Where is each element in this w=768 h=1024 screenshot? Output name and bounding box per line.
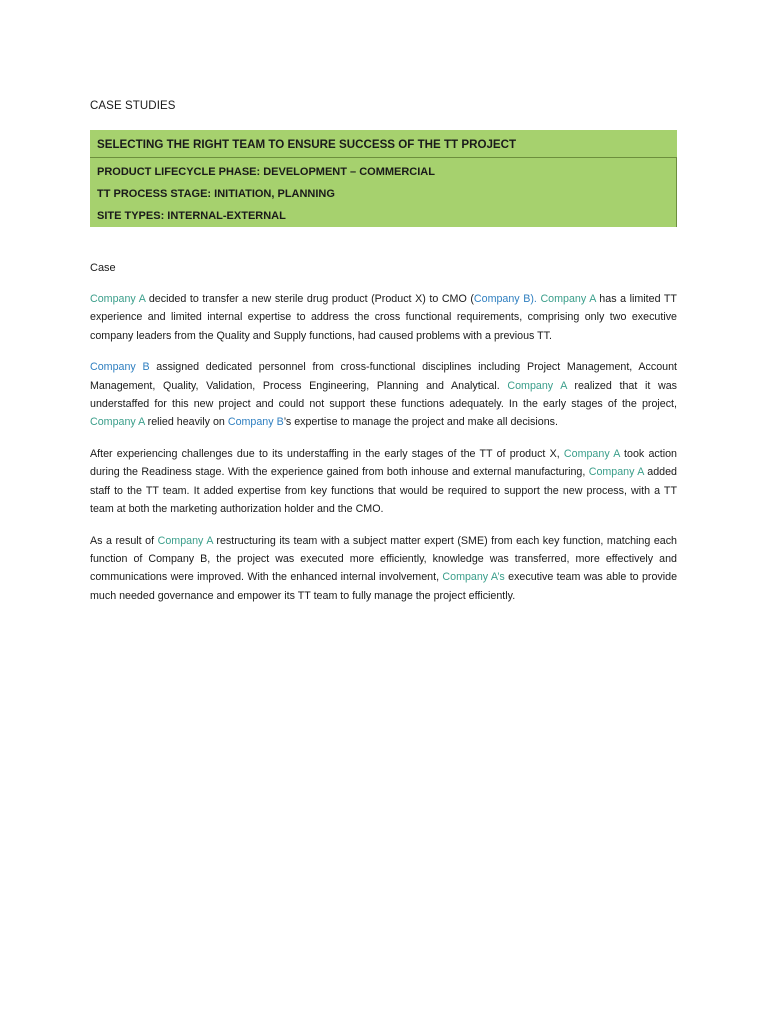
paragraph-text: As a result of	[90, 534, 158, 547]
company-a-name: Company A	[157, 534, 213, 547]
section-label: CASE STUDIES	[90, 100, 176, 112]
company-a-name: Company A	[563, 448, 620, 461]
paragraph-text: relied heavily on	[144, 416, 228, 429]
company-a-name: Company A	[540, 293, 596, 305]
process-stage-line: TT PROCESS STAGE: INITIATION, PLANNING	[97, 188, 335, 200]
paragraph-text: ’s expertise to manage the project and make all decisions.	[283, 416, 558, 429]
company-a-name: Company A’s	[442, 571, 505, 584]
paragraph-text: After experiencing challenges due to its understaffing in the early stages of the TT of product X,	[90, 448, 564, 461]
paragraph-text: restructuring its team with a subject matter expert (SME) from each key function, matching each function of Company B, the project was executed more efficiently, knowledge was transferred, more effectively and communications were improved. With the enhanced internal involvement,	[90, 534, 677, 584]
paragraph-text: assigned dedicated personnel from cross-functional disciplines including Project Management, Account Management, Quality, Validation, Process Engineering, Planning and Analytical.	[90, 361, 677, 392]
paragraph-text: added staff to the TT team. It added expertise from key functions that would be required to support the new process, with a TT team at both the marketing authorization holder and the CMO.	[90, 466, 677, 515]
lifecycle-phase-line: PRODUCT LIFECYCLE PHASE: DEVELOPMENT – COMMERCIAL	[97, 166, 435, 178]
case-study-header-box	[90, 130, 677, 227]
paragraph-text: decided to transfer a new sterile drug product (Product X) to CMO (	[145, 293, 474, 305]
company-b-name: ).	[530, 293, 541, 305]
company-a-name: Company A	[507, 379, 567, 392]
company-a-name: Company A	[90, 416, 145, 429]
paragraph-text: has a limited TT experience and limited internal expertise to address the cross functional requirements, comprising only two executive company leaders from the Quality and Supply functions, had caused problems with a previous TT.	[90, 293, 677, 342]
company-a-name: Company A	[588, 466, 644, 479]
site-types-line: SITE TYPES: INTERNAL-EXTERNAL	[97, 210, 286, 222]
paragraph-4	[90, 532, 677, 605]
paragraph-3	[90, 445, 677, 518]
company-b-name: Company B	[473, 293, 531, 305]
paragraph-2	[90, 358, 677, 431]
case-body	[90, 290, 677, 618]
case-study-title: SELECTING THE RIGHT TEAM TO ENSURE SUCCESS OF THE TT PROJECT	[90, 130, 677, 158]
company-b-name: Company B	[227, 416, 284, 429]
paragraph-text: executive team was able to provide much needed governance and empower its TT team to fully manage the project efficiently.	[90, 571, 678, 602]
case-heading: Case	[90, 262, 116, 274]
company-b-name: Company B	[90, 361, 150, 374]
case-study-details	[90, 158, 677, 227]
paragraph-1	[90, 290, 677, 345]
paragraph-text: realized that it was understaffed for this new project and could not support these functions adequately. In the early stages of the project,	[90, 379, 677, 410]
company-a-name: Company A	[90, 293, 146, 305]
paragraph-text: took action during the Readiness stage. With the experience gained from both inhouse and external manufacturing,	[90, 448, 677, 479]
